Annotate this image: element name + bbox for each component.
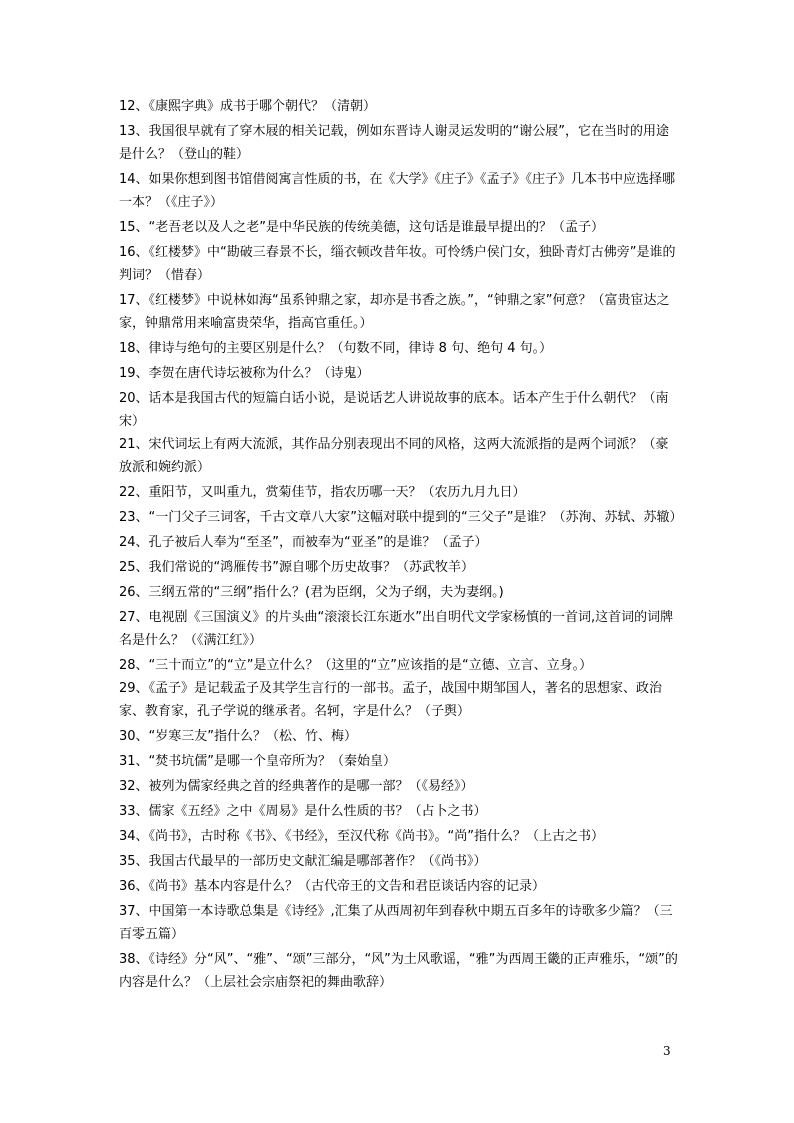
question-item: 34、《尚书》，古时称《书》、《书经》，至汉代称《尚书》。“尚”指什么？（上古之书） <box>119 829 605 844</box>
question-item: 30、“岁寒三友”指什么？（松、竹、梅） <box>119 729 358 744</box>
question-item: 24、孔子被后人奉为“至圣”，而被奉为“亚圣”的是谁？（孟子） <box>119 535 488 550</box>
question-item: 13、我国很早就有了穿木屐的相关记载，例如东晋诗人谢灵运发明的“谢公屐”，它在当时的用途是什么？（登山的鞋） <box>119 124 670 162</box>
question-item: 16、《红楼梦》中“勘破三春景不长，缁衣顿改昔年妆。可怜绣户侯门女，独卧青灯古佛旁”是谁的判词？（惜春） <box>119 245 676 283</box>
question-item: 25、我们常说的“鸿雁传书”源自哪个历史故事？（苏武牧羊） <box>119 560 475 575</box>
question-item: 12、《康熙字典》成书于哪个朝代？（清朝） <box>119 99 377 114</box>
question-item: 23、“一门父子三词客，千古文章八大家”这幅对联中提到的“三父子”是谁？（苏洵、苏轼、苏辙） <box>119 510 683 525</box>
question-item: 18、律诗与绝句的主要区别是什么？（句数不同，律诗 8 句、绝句 4 句。） <box>119 341 553 356</box>
question-item: 36、《尚书》基本内容是什么？（古代帝王的文告和君臣谈话内容的记录） <box>119 879 546 894</box>
question-item: 38、《诗经》分“风”、“雅”、“颂”三部分，“风”为土风歌谣，“雅”为西周王畿的正声雅乐，“颂”的内容是什么？（上层社会宗庙祭祀的舞曲歌辞） <box>119 952 678 990</box>
question-item: 17、《红楼梦》中说林如海“虽系钟鼎之家，却亦是书香之族。”，“钟鼎之家”何意？（富贵宦达之家，钟鼎常用来喻富贵荣华，指高官重任。） <box>119 293 670 331</box>
document-body <box>119 95 683 994</box>
question-item: 19、李贺在唐代诗坛被称为什么？（诗鬼） <box>119 366 370 381</box>
question-item: 37、中国第一本诗歌总集是《诗经》,汇集了从西周初年到春秋中期五百多年的诗歌多少篇？（三百零五篇） <box>119 904 673 942</box>
question-item: 29、《孟子》是记载孟子及其学生言行的一部书。孟子，战国中期邹国人，著名的思想家、政治家、教育家，孔子学说的继承者。名轲，字是什么？（子舆） <box>119 681 663 719</box>
question-item: 26、三纲五常的“三纲”指什么？(君为臣纲，父为子纲，夫为妻纲。) <box>119 585 504 600</box>
question-item: 31、“焚书坑儒”是哪一个皇帝所为？（秦始皇） <box>119 754 397 769</box>
page-number: 3 <box>663 1044 671 1058</box>
question-item: 21、宋代词坛上有两大流派，其作品分别表现出不同的风格，这两大流派指的是两个词派？（豪放派和婉约派） <box>119 437 669 475</box>
question-item: 22、重阳节，又叫重九，赏菊佳节，指农历哪一天？（农历九月九日） <box>119 485 526 500</box>
question-item: 14、如果你想到图书馆借阅寓言性质的书，在《大学》《庄子》《孟子》《庄子》几本书中应选择哪一本？（《庄子》） <box>119 172 676 210</box>
question-item: 32、被列为儒家经典之首的经典著作的是哪一部？（《易经》） <box>119 779 474 794</box>
question-item: 20、话本是我国古代的短篇白话小说，是说话艺人讲说故事的底本。话本产生于什么朝代？（南宋） <box>119 391 669 429</box>
question-item: 28、“三十而立”的“立”是立什么？（这里的“立”应该指的是“立德、立言、立身。） <box>119 658 593 673</box>
question-item: 35、我国古代最早的一部历史文献汇编是哪部著作？（《尚书》） <box>119 854 487 869</box>
question-item: 27、电视剧《三国演义》的片头曲“滚滚长江东逝水”出自明代文学家杨慎的一首词,这首词的词牌名是什么？（《满江红》） <box>119 610 674 648</box>
question-item: 33、儒家《五经》之中《周易》是什么性质的书？（占卜之书） <box>119 804 487 819</box>
question-item: 15、“老吾老以及人之老”是中华民族的传统美德，这句话是谁最早提出的？（孟子） <box>119 220 605 235</box>
